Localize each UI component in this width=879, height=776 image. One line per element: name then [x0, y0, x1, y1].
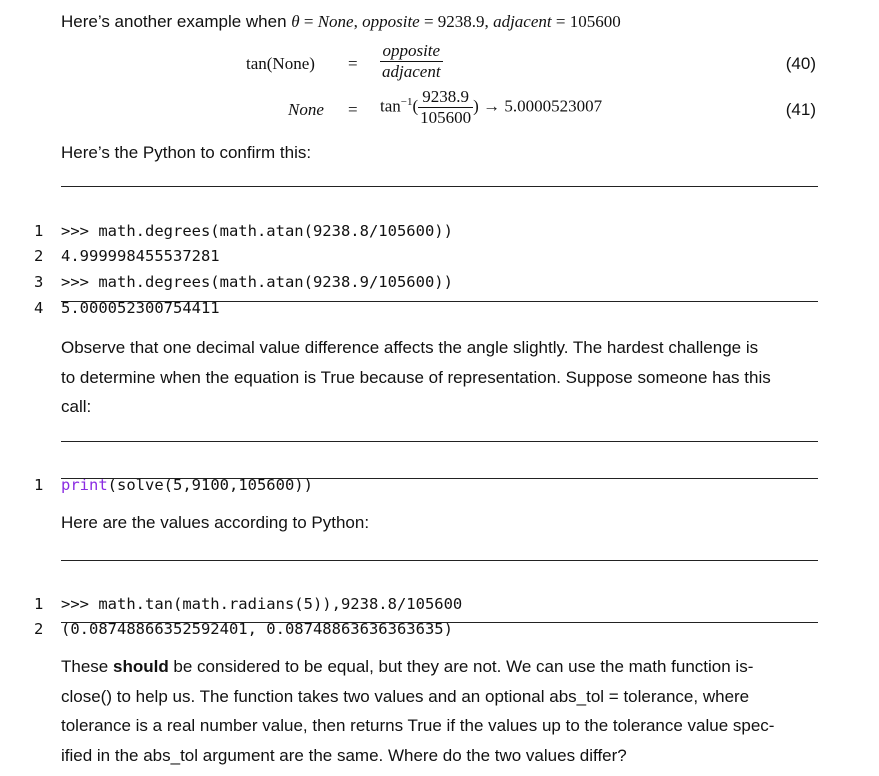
final-line-4: ified in the abs_tol argument are the same. Where do the two values differ? — [61, 745, 627, 765]
line-number: 1 — [34, 476, 44, 494]
theta-symbol: θ — [291, 12, 300, 31]
observe-line-1: Observe that one decimal value difference affects the angle slightly. The hardest challenge is — [61, 338, 759, 357]
intro-text: Here’s another example when — [61, 12, 292, 31]
code-text: 4.999998455537281 — [61, 247, 220, 265]
code-block-3-top-rule — [61, 560, 818, 561]
equation-number-41: (41) — [785, 100, 816, 119]
code-block-2-top-rule — [61, 441, 818, 442]
equation-40-fraction — [380, 41, 443, 82]
code-line — [0, 449, 879, 494]
code-block-2-bottom-rule — [61, 478, 818, 479]
values-paragraph: Here are the values according to Python: — [61, 513, 370, 532]
code-line — [0, 246, 879, 291]
code-block-3-bottom-rule — [61, 622, 818, 623]
code-line — [0, 568, 879, 613]
final-line-1: These should be considered to be equal, but they are not. We can use the math function is- — [61, 657, 754, 676]
code-line — [0, 272, 879, 317]
equation-number-40: (40) — [785, 54, 816, 73]
line-number: 2 — [34, 247, 44, 265]
eq40-lhs-text: tan(None) — [246, 54, 315, 73]
code-text: (solve(5,9100,105600)) — [107, 476, 313, 494]
final-line-3: tolerance is a real number value, then returns True if the values up to the tolerance value spec- — [61, 716, 775, 735]
eq41-denominator: 105600 — [420, 108, 472, 127]
eq40-numerator: opposite — [382, 41, 441, 60]
final-paragraph — [61, 652, 821, 770]
inverse-superscript: −1 — [400, 95, 413, 108]
code-text: 5.000052300754411 — [61, 299, 220, 317]
code-line — [0, 195, 879, 240]
code-text: >>> math.degrees(math.atan(9238.8/105600)) — [61, 222, 453, 240]
observe-line-3: call: — [61, 397, 92, 416]
line-number: 2 — [34, 620, 44, 638]
eq40-denominator: adjacent — [382, 62, 441, 81]
print-keyword: print — [61, 476, 108, 494]
equation-40-relation: = — [348, 54, 358, 73]
observe-line-2: to determine when the equation is True because of representation. Suppose someone has this — [61, 367, 771, 387]
code-line — [0, 220, 879, 265]
line-number: 1 — [34, 222, 44, 240]
code-text: (0.08748866352592401, 0.08748863636363635) — [61, 620, 453, 638]
final-line-2: close() to help us. The function takes two values and an optional abs_tol = tolerance, where — [61, 686, 750, 706]
code-text: >>> math.tan(math.radians(5)),9238.8/105600 — [61, 595, 463, 613]
line-number: 1 — [34, 595, 44, 613]
observe-paragraph — [61, 333, 821, 422]
code-text: >>> math.degrees(math.atan(9238.9/105600)) — [61, 273, 453, 291]
eq41-result: → 5.0000523007 — [483, 96, 603, 116]
line-number: 4 — [34, 299, 44, 317]
equation-41-relation: = — [348, 100, 358, 119]
confirm-paragraph: Here’s the Python to confirm this: — [61, 143, 312, 162]
code-block-1-bottom-rule — [61, 301, 818, 302]
equation-41-expression: $\tan^{-1}$( $\frac{9238.9}{105600}$ ) → 5.0000523007 — [380, 87, 603, 127]
emphasis-should: should — [112, 657, 169, 676]
eq41-numerator: 9238.9 — [422, 87, 470, 106]
code-block-1-top-rule — [61, 186, 818, 187]
intro-sentence: Here’s another example when θ = None, opposite = 9238.9, adjacent = 105600 — [61, 12, 621, 31]
line-number: 3 — [34, 273, 44, 291]
code-line — [0, 593, 879, 638]
equation-40-lhs — [246, 54, 315, 74]
equation-41-lhs: None — [288, 100, 324, 119]
tan-function: tan — [380, 96, 401, 116]
